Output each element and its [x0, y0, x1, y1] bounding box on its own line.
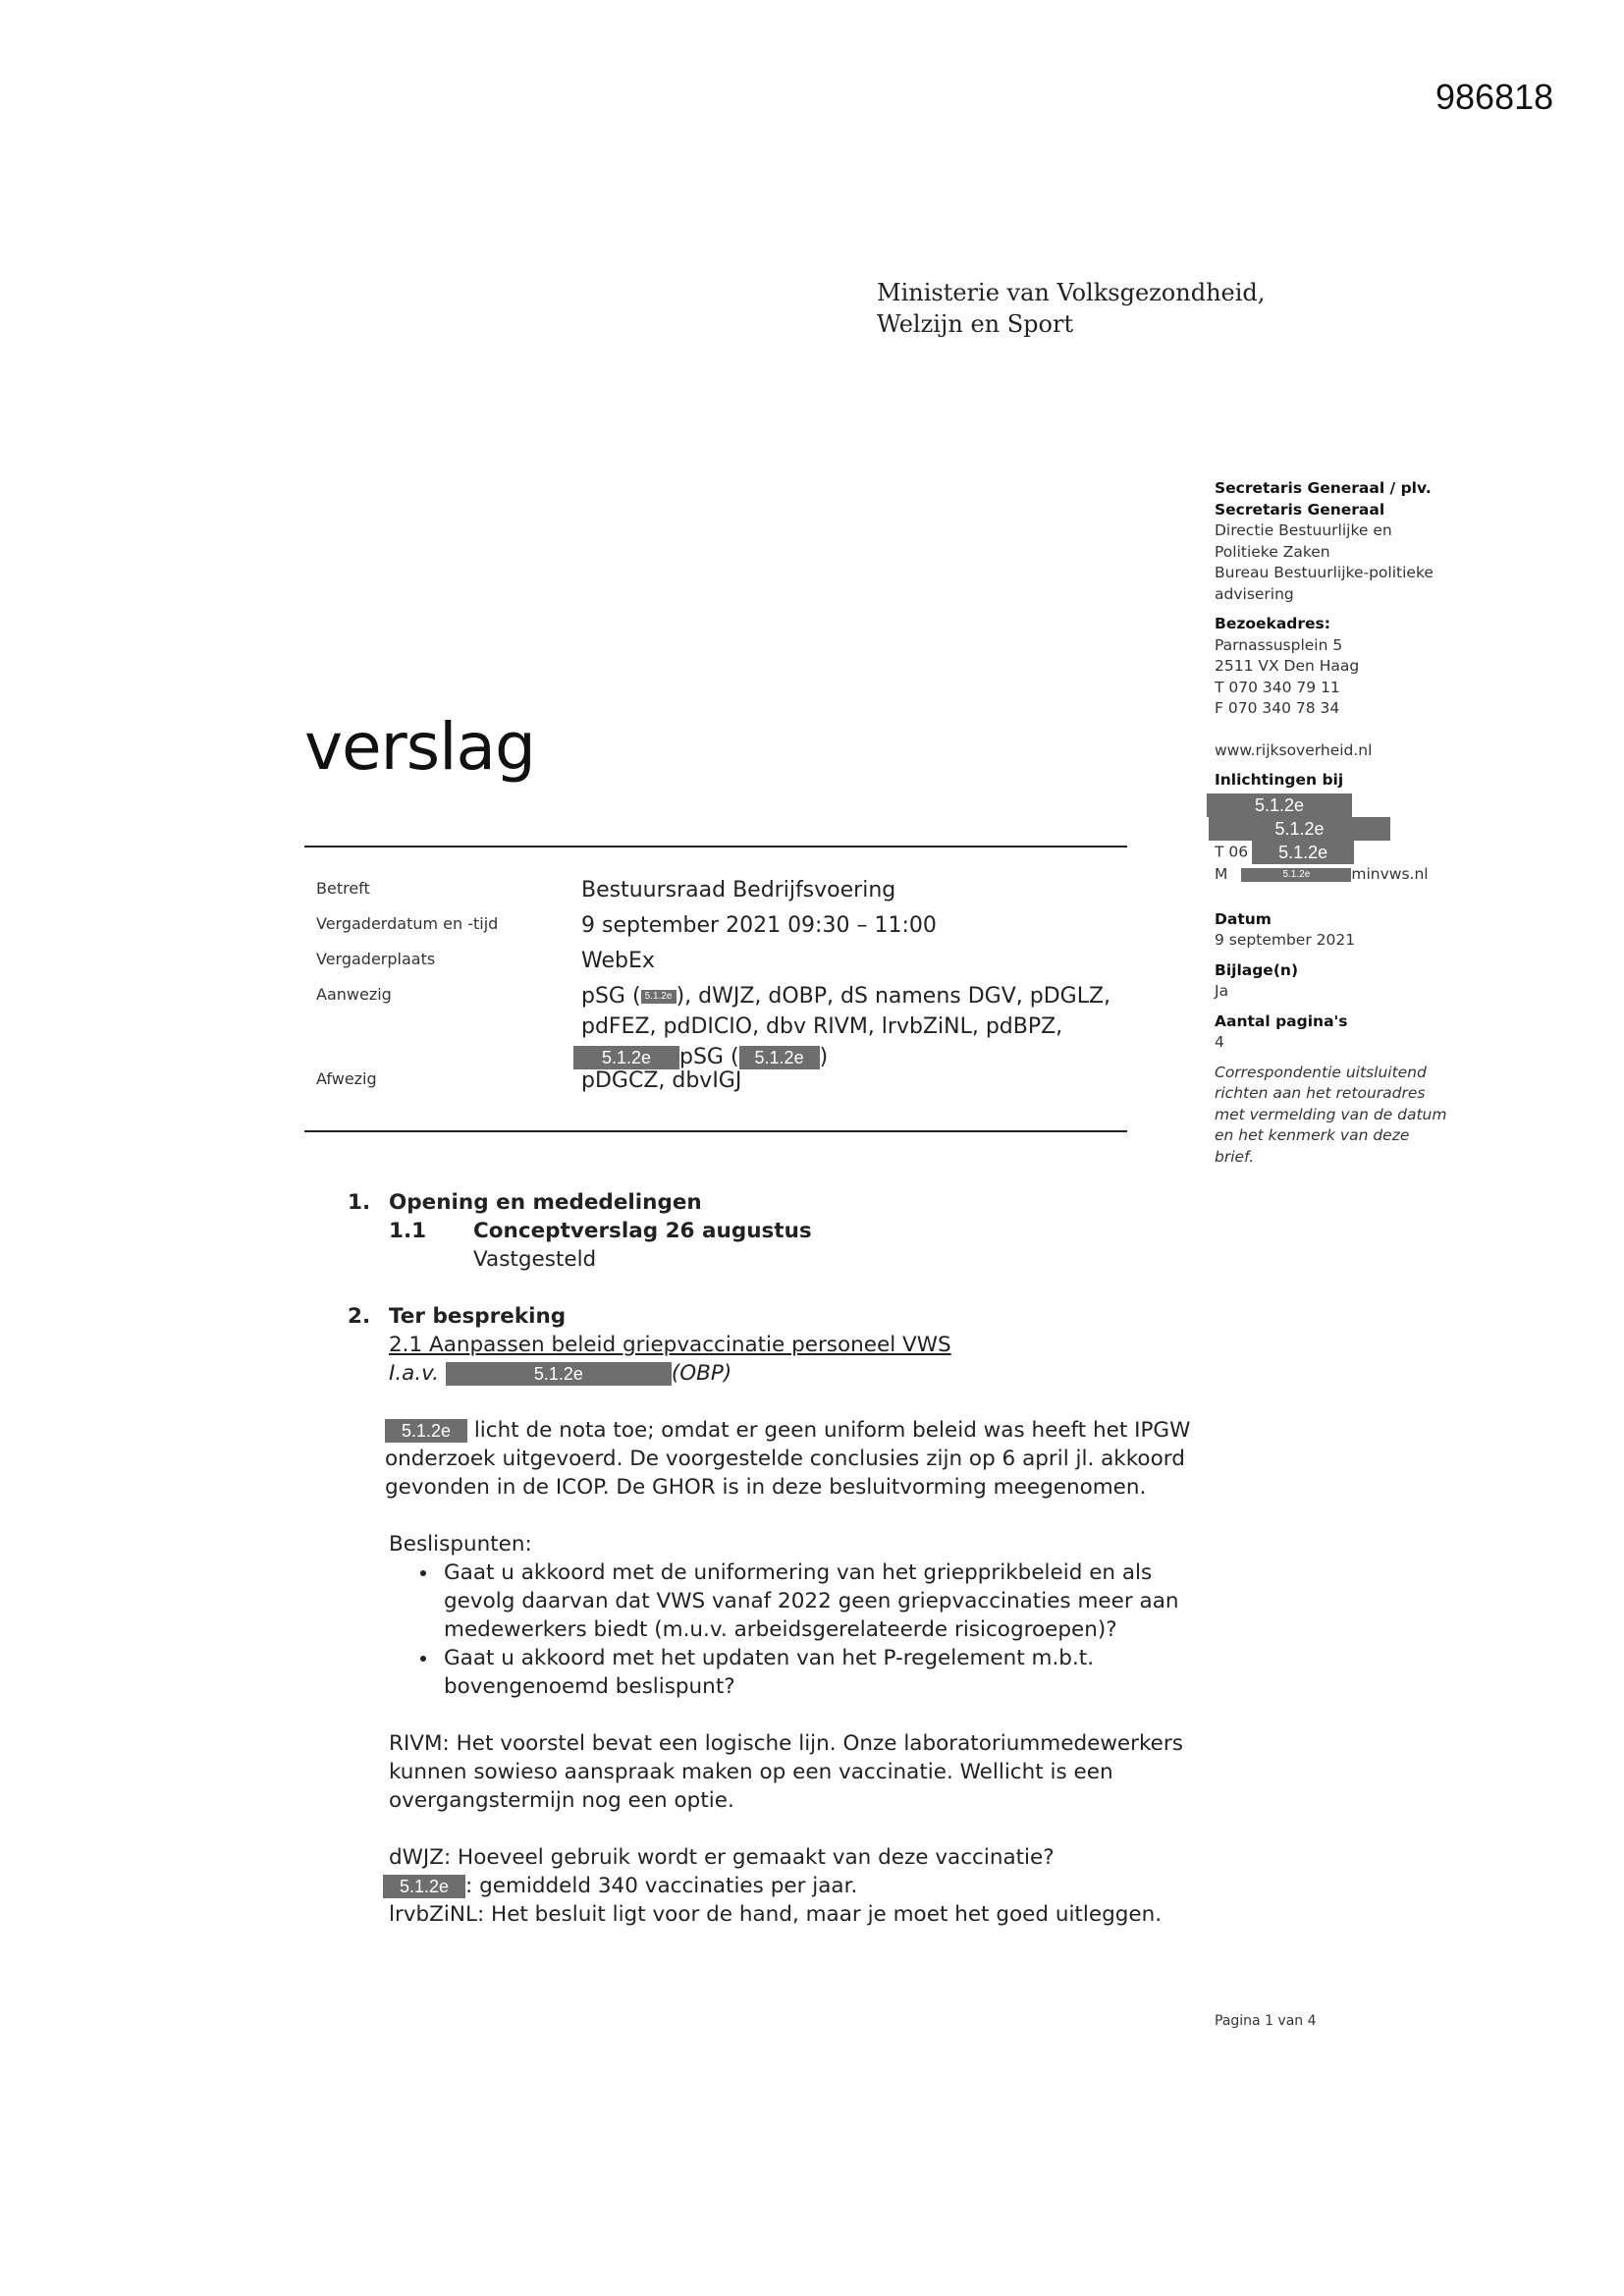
top-divider: [304, 846, 1127, 847]
decision-point: • Gaat u akkoord met de uniformering van het griepprikbeleid en als gevolg daarvan dat VWS vanaf 2022 geen griepvaccinaties meer aan medewerkers biedt (m.u.v. arbeidsgerelateerde risicogroepen)?: [439, 1558, 1192, 1644]
minutes-body: 1. Opening en mededelingen 1.1 Conceptverslag 26 augustus Vastgesteld 2. Ter bespreking 2.1 Aanpassen beleid griepvaccinatie personeel VWS I.a.v. 5.1.2e (OBP) 5.1.2e licht de nota toe; omdat er geen uniform beleid was heeft het IPGW onderzoek uitgevoerd. De voorgestelde conclusies zijn op 6 april jl. akkoord gevonden in de ICOP. De GHOR is in deze besluitvorming meegenomen. Beslispunten: • Gaat u akkoord met de uniformering van het griepprikbeleid en als gevolg daarvan dat VWS vanaf 2022 geen griepvaccinaties meer aan medewerkers biedt (m.u.v. arbeidsgerelateerde risicogroepen)? • Gaat u akkoord met het updaten van het P-regelement m.b.t. bovengenoemd beslispunt? RIVM: Het voorstel bevat een logische lijn. Onze laboratoriummedewerkers kunnen sowieso aanspraak maken op een vaccinatie. Wellicht is een overgangstermijn nog een optie. dWJZ: Hoeveel gebruik wordt er gemaakt van deze vaccinatie? 5.1.2e : gemiddeld 340 vaccinaties per jaar. lrvbZiNL: Het besluit ligt voor de hand, maar je moet het goed uitleggen.: [348, 1188, 1192, 1929]
bottom-divider: [304, 1130, 1127, 1132]
sidebar-colofon: Secretaris Generaal / plv. Secretaris Generaal Directie Bestuurlijke en Politieke Zaken Bureau Bestuurlijke-politieke advisering Bezoekadres: Parnassusplein 5 2511 VX Den Haag T 070 340 79 11 F 070 340 78 34 www.rijksoverheid.nl Inlichtingen bij 5.1.2e 5.1.2e T 06 5.1.2e M 5.1.2e minvws.nl Datum 9 september 2021 Bijlage(n) Ja Aantal pagina's 4 Correspondentie uitsluitend richten aan het retouradres met vermelding van de datum en het kenmerk van deze brief.: [1215, 478, 1509, 1168]
inlichtingen-label: Inlichtingen bij: [1215, 771, 1344, 789]
betreft-label: Betreft: [316, 879, 370, 898]
datum-label: Vergaderdatum en -tijd: [316, 914, 499, 933]
redaction: 5.1.2e: [1207, 793, 1352, 817]
redaction: 5.1.2e: [385, 1419, 467, 1443]
decision-point: • Gaat u akkoord met het updaten van het P-regelement m.b.t. bovengenoemd beslispunt?: [439, 1644, 1192, 1701]
datum-value: 9 september 2021 09:30 – 11:00: [581, 913, 937, 938]
ministry-logo-text: [877, 277, 1265, 340]
page-number: Pagina 1 van 4: [1215, 2013, 1317, 2029]
aanwezig-label: Aanwezig: [316, 985, 392, 1004]
document-number: 986818: [1435, 77, 1554, 117]
redaction: 5.1.2e: [1252, 841, 1354, 864]
plaats-label: Vergaderplaats: [316, 950, 436, 968]
redaction: 5.1.2e: [641, 990, 677, 1004]
redaction: 5.1.2e: [1209, 817, 1390, 841]
redaction: 5.1.2e: [446, 1362, 672, 1386]
betreft-value: Bestuursraad Bedrijfsvoering: [581, 878, 896, 902]
redaction: 5.1.2e: [383, 1875, 465, 1898]
redaction: 5.1.2e: [1241, 868, 1351, 882]
ministry-line-2: Welzijn en Sport: [877, 310, 1074, 338]
document-title: verslag: [304, 709, 535, 785]
correspondence-note: Correspondentie uitsluitend richten aan het retouradres met vermelding van de datum en het kenmerk van deze brief.: [1215, 1063, 1447, 1166]
afwezig-label: Afwezig: [316, 1069, 377, 1088]
website: www.rijksoverheid.nl: [1215, 740, 1373, 759]
agenda-item-2-1: 2.1 Aanpassen beleid griepvaccinatie personeel VWS: [389, 1333, 951, 1357]
aanwezig-value: pSG ( 5.1.2e ), dWJZ, dOBP, dS namens DGV, pDGLZ, pdFEZ, pdDICIO, dbv RIVM, lrvbZiNL, pdBPZ, 5.1.2e pSG ( 5.1.2e ): [581, 981, 1131, 1072]
decision-points: [348, 1558, 1192, 1701]
redaction: 5.1.2e: [573, 1046, 679, 1069]
afwezig-value: pDGCZ, dbvIGJ: [581, 1068, 742, 1093]
ministry-line-1: Ministerie van Volksgezondheid,: [877, 279, 1266, 306]
redaction: 5.1.2e: [739, 1046, 820, 1069]
plaats-value: WebEx: [581, 949, 655, 973]
